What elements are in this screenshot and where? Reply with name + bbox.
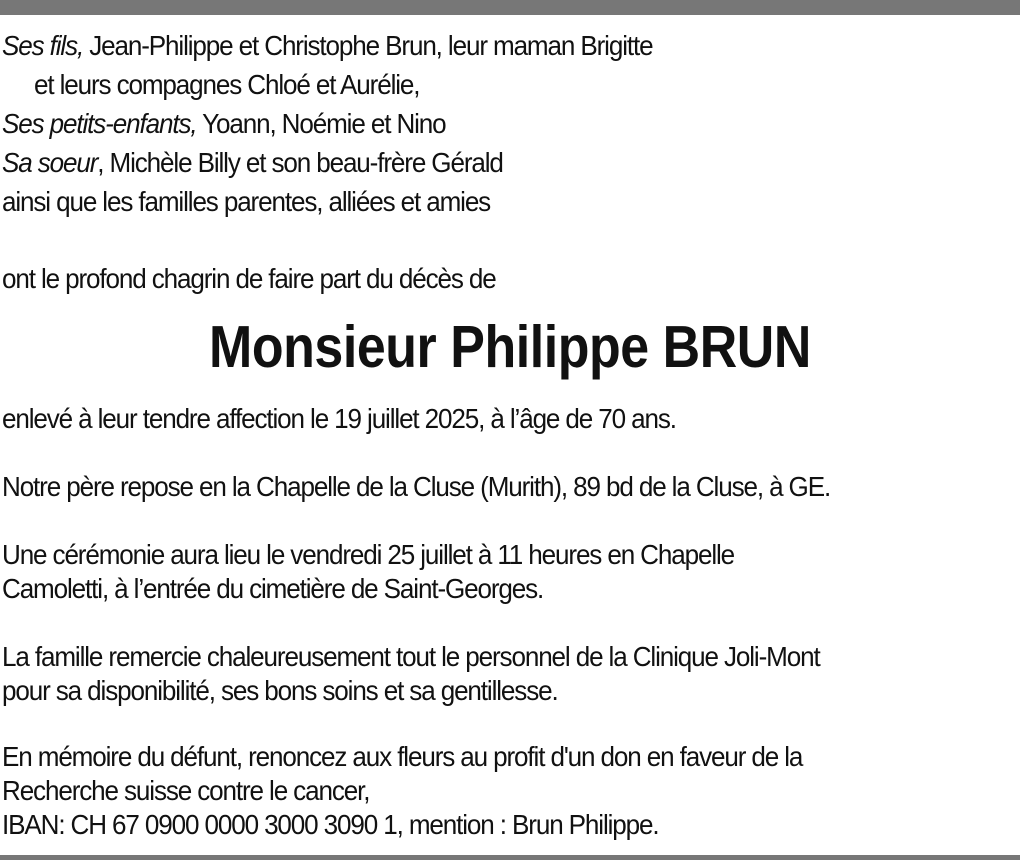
sons-line bbox=[2, 30, 652, 62]
deceased-name bbox=[0, 314, 1020, 380]
thanks-line-2: pour sa disponibilité, ses bons soins et sa gentillesse. bbox=[2, 675, 558, 706]
sister-label: Sa soeur bbox=[2, 147, 98, 178]
sister-line bbox=[2, 147, 503, 179]
sister-text: , Michèle Billy et son beau-frère Gérald bbox=[97, 147, 503, 178]
top-rule bbox=[0, 0, 1020, 15]
ceremony-line-2: Camoletti, à l’entrée du cimetière de Saint-Georges. bbox=[2, 573, 544, 604]
repose-line: Notre père repose en la Chapelle de la Cluse (Murith), 89 bd de la Cluse, à GE. bbox=[2, 471, 831, 502]
donation-line-2: Recherche suisse contre le cancer, bbox=[2, 775, 370, 806]
thanks-line-1: La famille remercie chaleureusement tout le personnel de la Clinique Joli-Mont bbox=[2, 641, 820, 672]
grandchildren-line bbox=[2, 108, 446, 140]
deceased-name-text: Monsieur Philippe BRUN bbox=[209, 314, 811, 380]
sons-text: Jean-Philippe et Christophe Brun, leur maman Brigitte bbox=[83, 30, 653, 61]
donation-line-1: En mémoire du défunt, renoncez aux fleurs au profit d'un don en faveur de la bbox=[2, 741, 803, 772]
partners-line: et leurs compagnes Chloé et Aurélie, bbox=[34, 69, 420, 100]
iban-line: IBAN: CH 67 0900 0000 3000 3090 1, mention : Brun Philippe. bbox=[2, 809, 659, 840]
sons-label: Ses fils, bbox=[2, 30, 84, 61]
ceremony-line-1: Une cérémonie aura lieu le vendredi 25 juillet à 11 heures en Chapelle bbox=[2, 539, 735, 570]
grandchildren-text: Yoann, Noémie et Nino bbox=[196, 108, 446, 139]
bottom-rule bbox=[0, 855, 1020, 860]
announcement-line: ont le profond chagrin de faire part du décès de bbox=[2, 263, 496, 294]
extended-family-line: ainsi que les familles parentes, alliées et amies bbox=[2, 186, 491, 217]
death-line: enlevé à leur tendre affection le 19 juillet 2025, à l’âge de 70 ans. bbox=[2, 403, 676, 434]
grandchildren-label: Ses petits-enfants, bbox=[2, 108, 197, 139]
